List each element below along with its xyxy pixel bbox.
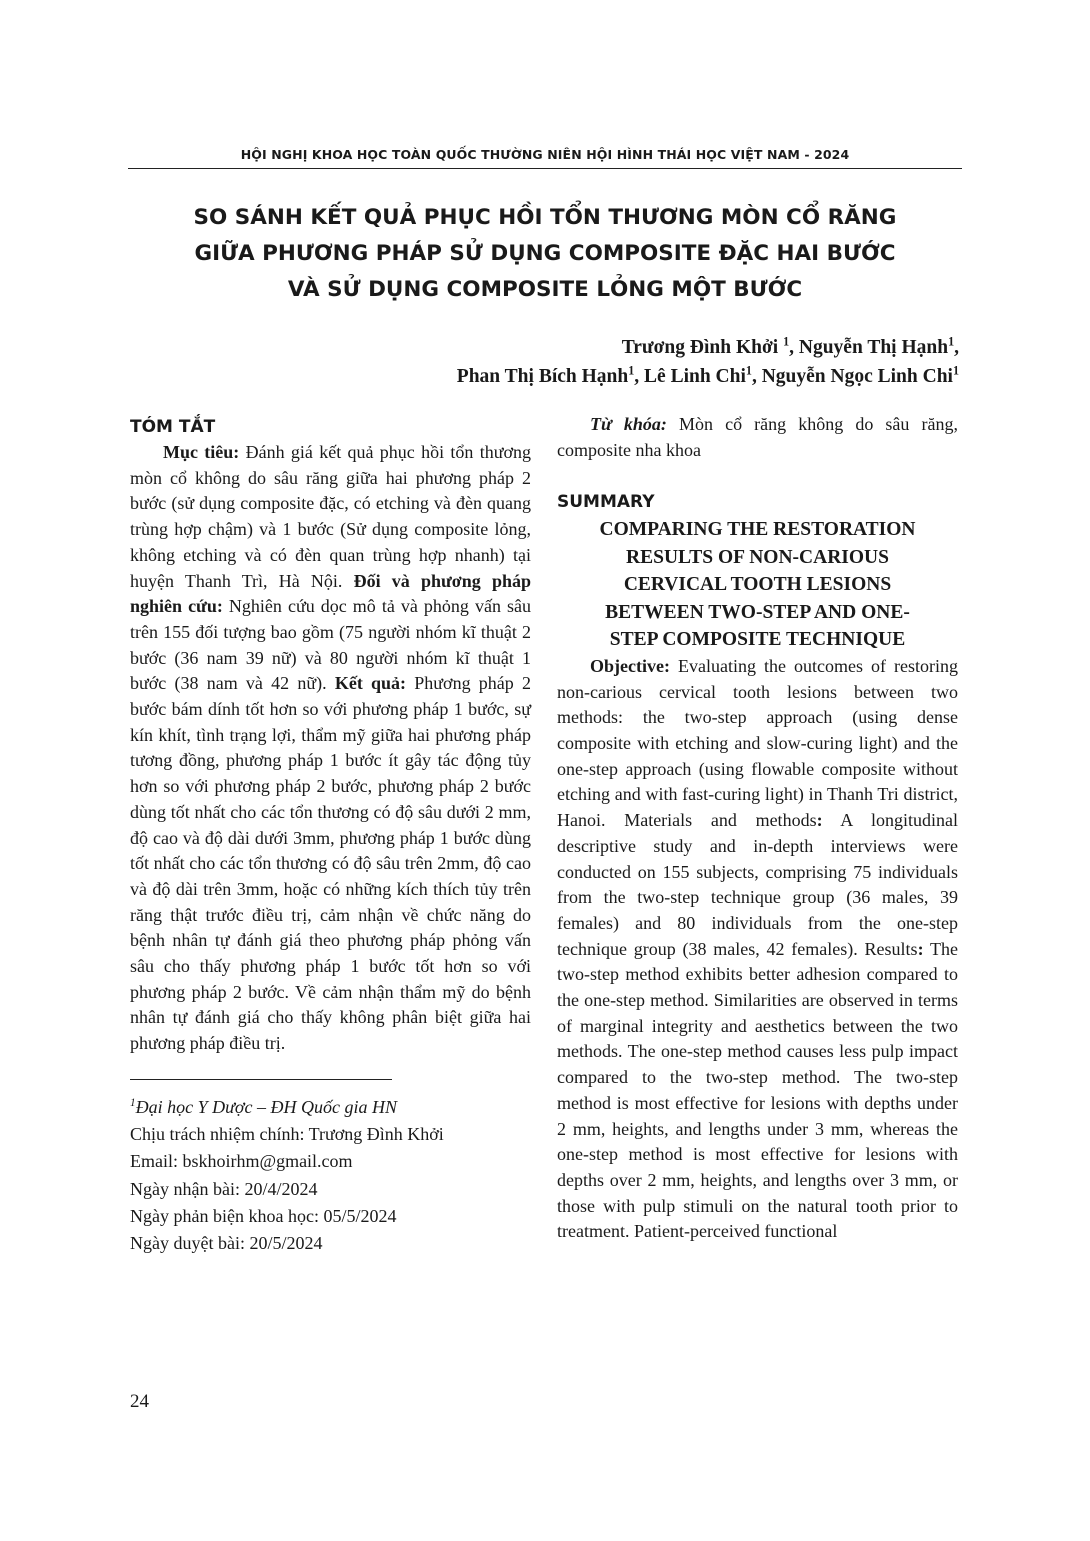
summary-objective-text: Evaluating the outcomes of restoring non-carious cervical tooth lesions between two methods: the two-step approach (using dense composite with etching and slow-curing light) and the one-step approach (using flowable composite without etching and with fast-curing light) in Thanh Tri district, Hanoi. Materials and methods [557, 655, 958, 831]
author-name: Trương Đình Khởi [621, 337, 784, 358]
author-affiliation-mark: 1 [952, 363, 959, 378]
results-text: Phương pháp 2 bước bám dính tốt hơn so với phương pháp 1 bước, sự kín khít, tình trạng lợi, thẩm mỹ giữa hai phương pháp tương đồng, phương pháp 1 bước ít gây tác động tủy hơn so với phương pháp 2 bước, phương pháp 2 bước dùng tốt nhất cho các tổn thương có độ sâu dưới 2 mm, độ cao và độ dài dưới 3mm, phương pháp 1 bước dùng tốt nhất cho các tổn thương có độ sâu trên 2mm, độ cao và độ dài trên 3mm, hoặc có những kích thích tủy trên răng thật trước điều trị, cảm nhận về chức năng do bệnh nhân tự đánh giá theo phương pháp phỏng vấn sâu cho thấy phương pháp 1 bước tốt hơn so với phương pháp 2 bước. Về cảm nhận thẩm mỹ do bệnh nhân tự đánh giá cho thấy không phân biệt giữa hai phương pháp điều trị. [130, 673, 532, 1054]
author-separator: , [634, 366, 645, 387]
author-affiliation-mark: 1 [783, 334, 790, 349]
right-column [557, 412, 958, 1245]
running-head: HỘI NGHỊ KHOA HỌC TOÀN QUỐC THƯỜNG NIÊN HỘI HÌNH THÁI HỌC VIỆT NAM - 2024 [240, 147, 850, 162]
footnote-rule [130, 1079, 392, 1080]
header-rule [128, 168, 962, 169]
author-list [457, 333, 959, 391]
english-title [557, 516, 958, 654]
english-title-line: BETWEEN TWO-STEP AND ONE- [605, 601, 910, 623]
summary-methods-text: A longitudinal descriptive study and in-depth interviews were conducted on 155 subjects, comprising 75 individuals from the two-step technique group (36 males, 39 females) and 80 individuals from the one-step technique group (38 males, 42 females). Results [557, 810, 958, 959]
methods-text: Nghiên cứu dọc mô tả và phỏng vấn sâu trên 155 đối tượng bao gồm (75 người nhóm kĩ thuật 2 bước (36 nam 39 nữ) và 80 người nhóm kĩ thuật 1 bước (38 nam và 42 nữ). [130, 596, 531, 694]
english-title-line: RESULTS OF NON-CARIOUS [626, 546, 889, 568]
summary-paragraph [557, 654, 958, 1245]
footnote-affiliation [130, 1094, 531, 1121]
affiliation-text: Đại học Y Dược – ĐH Quốc gia HN [135, 1096, 397, 1117]
author-separator: , [954, 337, 959, 358]
summary-heading: SUMMARY [557, 492, 655, 513]
title-line: GIỮA PHƯƠNG PHÁP SỬ DỤNG COMPOSITE ĐẶC HAI BƯỚC [194, 241, 896, 266]
footnote-accepted: Ngày duyệt bài: 20/5/2024 [130, 1233, 323, 1254]
author-line-1 [457, 333, 959, 362]
methods-label: Đối và phương pháp nghiên cứu: [130, 570, 531, 617]
title-line: SO SÁNH KẾT QUẢ PHỤC HỒI TỔN THƯƠNG MÒN CỔ RĂNG [193, 205, 897, 230]
footnotes [130, 1094, 531, 1258]
results-label: Kết quả: [334, 673, 407, 694]
summary-objective-label: Objective: [590, 655, 670, 676]
summary-results-colon: : [917, 938, 924, 959]
footnote-reviewed: Ngày phản biện khoa học: 05/5/2024 [130, 1206, 397, 1227]
keywords [557, 412, 958, 463]
english-title-line: COMPARING THE RESTORATION [599, 519, 916, 541]
summary-results-text: The two-step method exhibits better adhesion compared to the one-step method. Similarities are observed in terms of marginal integrity and aesthetics between the two methods. The one-step method causes less pulp impact compared to the two-step method. The two-step method is most effective for lesions with depths under 2 mm, heights, and lengths under 3 mm, whereas the one-step method is most effective for lesions with depths over 2 mm, heights, and lengths over 3 mm, or those with pulp stimuli on the natural tooth prior to treatment. Patient-perceived functional [557, 938, 958, 1242]
english-title-line: CERVICAL TOOTH LESIONS [623, 574, 892, 596]
author-separator: , [789, 337, 799, 358]
author-name: Nguyễn Thị Hạnh [798, 337, 949, 358]
author-affiliation-mark: 1 [948, 334, 955, 349]
author-affiliation-mark: 1 [745, 363, 752, 378]
author-name: Phan Thị Bích Hạnh [456, 366, 629, 387]
author-separator: , [751, 366, 762, 387]
keywords-text: Mòn cổ răng không do sâu răng, composite nha khoa [557, 414, 958, 460]
page-number: 24 [130, 1391, 149, 1412]
summary-methods-colon: : [816, 810, 823, 831]
keywords-label: Từ khóa: [590, 414, 667, 434]
affiliation-mark: 1 [130, 1096, 136, 1109]
author-line-2 [457, 362, 959, 391]
objective-text: Đánh giá kết quả phục hồi tổn thương mòn cổ không do sâu răng giữa hai phương pháp 2 bước (sử dụng composite đặc, có etching và đèn quang trùng hợp chậm) và 1 bước (Sử dụng composite lỏng, không etching và có đèn quan trùng hợp nhanh) tại huyện Thanh Trì, Hà Nội. [130, 442, 531, 591]
abstract-heading: TÓM TẮT [130, 417, 216, 437]
footnote-responsible: Chịu trách nhiệm chính: Trương Đình Khởi [130, 1124, 444, 1145]
article-title [120, 200, 970, 308]
author-name: Nguyễn Ngọc Linh Chi [761, 366, 953, 387]
english-title-line: STEP COMPOSITE TECHNIQUE [609, 629, 906, 651]
objective-label: Mục tiêu: [163, 442, 240, 462]
footnote-email: Email: bskhoirhm@gmail.com [130, 1151, 353, 1172]
abstract-paragraph [130, 440, 531, 1057]
footnote-received: Ngày nhận bài: 20/4/2024 [130, 1178, 318, 1199]
author-affiliation-mark: 1 [628, 363, 635, 378]
author-name: Lê Linh Chi [644, 366, 746, 387]
left-column [130, 414, 531, 1258]
title-line: VÀ SỬ DỤNG COMPOSITE LỎNG MỘT BƯỚC [287, 277, 803, 302]
